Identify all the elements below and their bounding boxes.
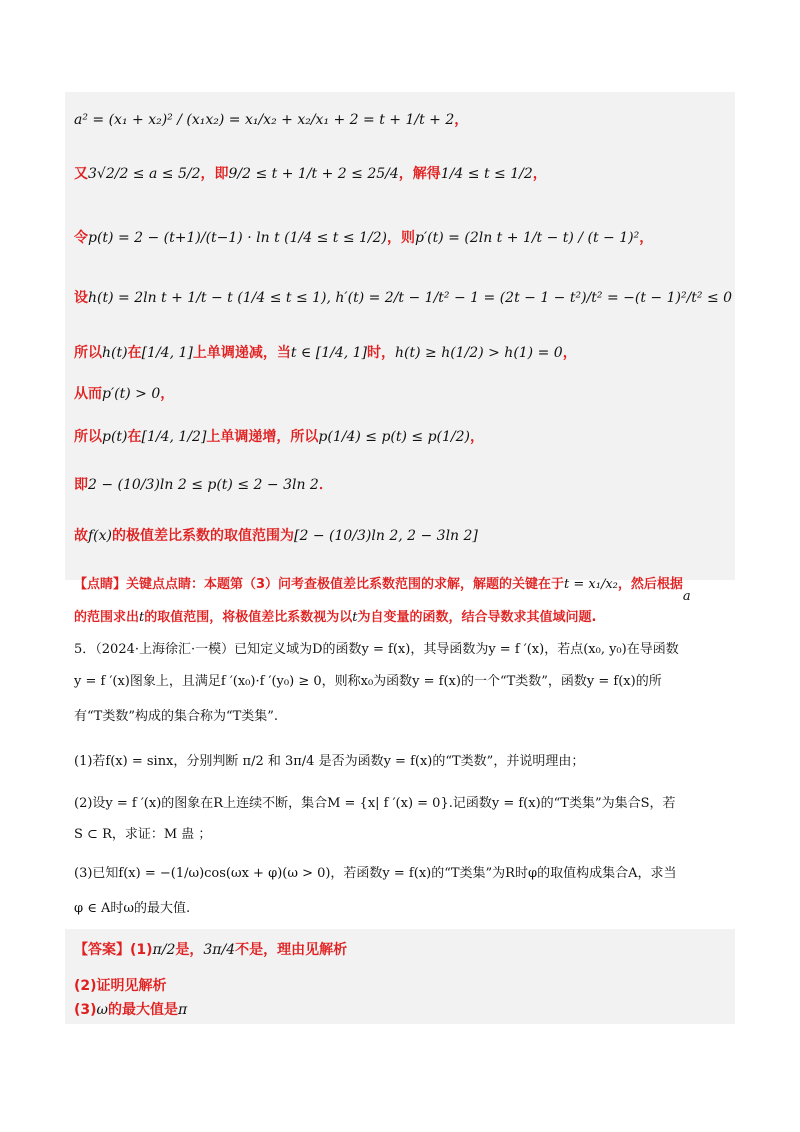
key-point-line-1: 【点睛】关键点点睛：本题第（3）问考查极值差比系数范围的求解，解题的关键在于t = x₁/x₂，然后根据a bbox=[74, 577, 691, 604]
answer-line-2: (2)证明见解析 bbox=[74, 978, 167, 994]
solution-line-2: 又3√2/2 ≤ a ≤ 5/2，即9/2 ≤ t + 1/t + 2 ≤ 25/4，解得1/4 ≤ t ≤ 1/2， bbox=[74, 166, 547, 182]
problem-question-2a: (2)设y = f ′(x)的图象在R上连续不断，集合M = {x| f ′(x) = 0}.记函数y = f(x)的“T类集”为集合S，若 bbox=[74, 796, 676, 811]
answer-line-1: 【答案】(1)π/2是，3π/4不是，理由见解析 bbox=[74, 942, 348, 958]
solution-line-8: 即2 − (10/3)ln 2 ≤ p(t) ≤ 2 − 3ln 2． bbox=[74, 477, 333, 493]
solution-line-5: 所以h(t)在[1/4, 1]上单调递减，当t ∈ [1/4, 1]时，h(t) ≥ h(1/2) > h(1) = 0， bbox=[74, 345, 577, 361]
solution-line-3: 令p(t) = 2 − (t+1)/(t−1) · ln t (1/4 ≤ t ≤ 1/2)，则p′(t) = (2ln t + 1/t − t) / (t − 1)²， bbox=[74, 230, 654, 246]
formula-a-squared: a² = (x₁ + x₂)² / (x₁x₂) = x₁/x₂ + x₂/x₁ + 2 = t + 1/t + 2 bbox=[74, 112, 455, 128]
problem-question-3b: φ ∈ A时ω的最大值. bbox=[74, 901, 191, 916]
problem-question-3a: (3)已知f(x) = −(1/ω)cos(ωx + φ)(ω > 0)，若函数y = f(x)的“T类集”为R时φ的取值构成集合A，求当 bbox=[74, 866, 677, 881]
solution-line-7: 所以p(t)在[1/4, 1/2]上单调递增，所以p(1/4) ≤ p(t) ≤ p(1/2)， bbox=[74, 429, 485, 445]
solution-line-4: 设h(t) = 2ln t + 1/t − t (1/4 ≤ t ≤ 1), h′(t) = 2/t − 1/t² − 1 = (2t − 1 − t²)/t² = −(t − 1)²/t² ≤ 0 bbox=[74, 290, 733, 306]
solution-line-9: 故f(x)的极值差比系数的取值范围为[2 − (10/3)ln 2, 2 − 3ln 2] bbox=[74, 528, 478, 544]
solution-line-1: a² = (x₁ + x₂)² / (x₁x₂) = x₁/x₂ + x₂/x₁ + 2 = t + 1/t + 2， bbox=[74, 112, 469, 128]
problem-question-1: (1)若f(x) = sinx，分别判断 π/2 和 3π/4 是否为函数y = f(x)的“T类数”，并说明理由； bbox=[74, 754, 585, 769]
problem-intro-line-1: 5．（2024·上海徐汇·一模）已知定义域为D的函数y = f(x)，其导函数为y = f ′(x)，若点(x₀, y₀)在导函数 bbox=[74, 642, 679, 657]
problem-intro-line-3: 有“T类数”构成的集合称为“T类集”. bbox=[74, 709, 279, 724]
problem-intro-line-2: y = f ′(x)图象上，且满足f ′(x₀)·f ′(y₀) ≥ 0，则称x₀为函数y = f(x)的一个“T类数”，函数y = f(x)的所 bbox=[74, 674, 662, 689]
solution-line-6: 从而p′(t) > 0， bbox=[74, 386, 175, 402]
key-point-line-2: 的范围求出t的取值范围，将极值差比系数视为以t为自变量的函数，结合导数求其值域问题. bbox=[74, 610, 597, 625]
problem-question-2b: S ⊂ R，求证：M 蛊 ； bbox=[74, 827, 212, 842]
answer-line-3: (3)ω的最大值是π bbox=[74, 1002, 188, 1018]
